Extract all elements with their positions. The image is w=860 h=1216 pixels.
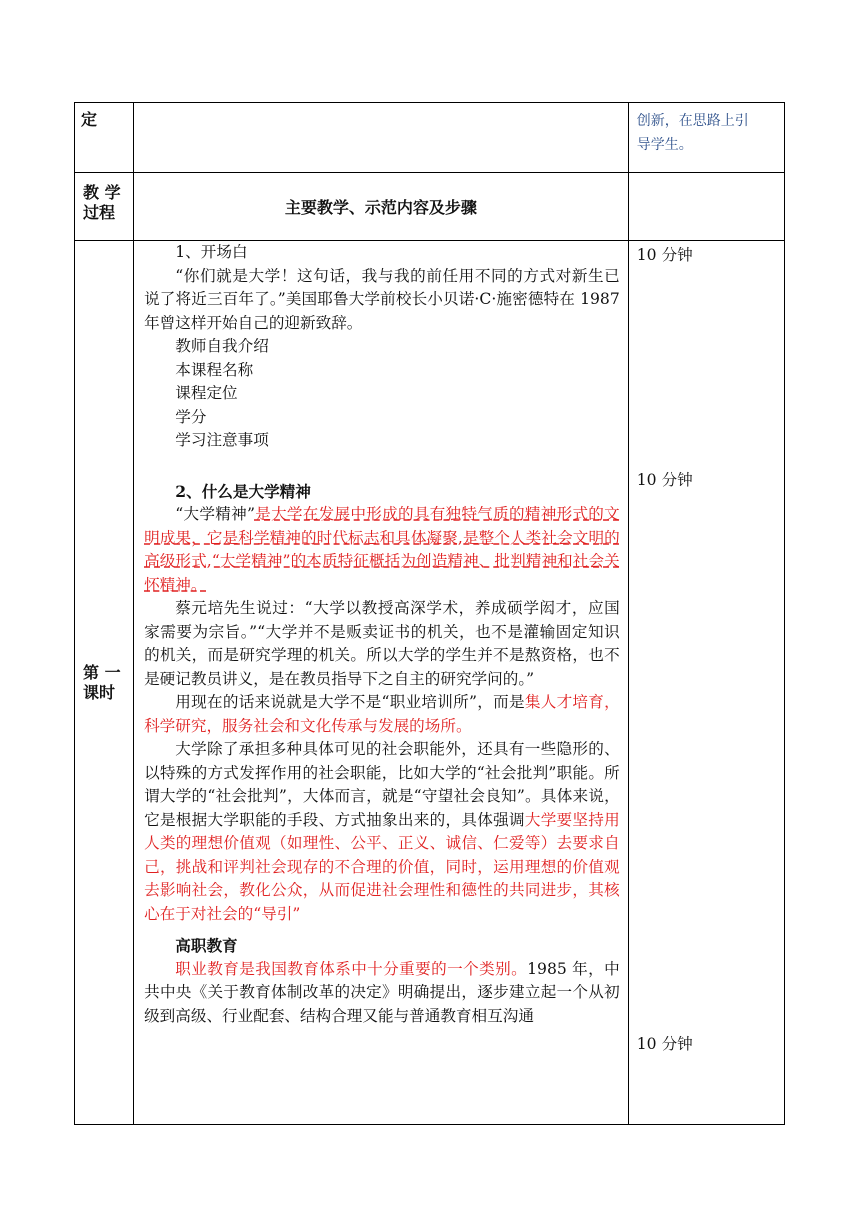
critique-text: 大学除了承担多种具体可见的社会职能外，还具有一些隐形的、以特殊的方式发挥作用的社会职能，比如大学的“社会批判”职能。所谓大学的“社会批判”，大体而言，就是“守望社会良知”。具体来说，它是根据大学职能的手段、方式抽象出来的，具体强调 — [144, 740, 620, 829]
header-label-line-2: 过程 — [83, 203, 116, 222]
note-line-2: 导学生。 — [636, 137, 693, 153]
list-item: 本课程名称 — [175, 360, 254, 379]
cai-yuanpei-paragraph: 蔡元培先生说过：“大学以教授高深学术，养成硕学闳才，应国家需要为宗旨。”“大学并不是贩卖证书的机关，也不是灌输固定知识的机关，而是研究学理的机关。所以大学的学生并不是熬资格，也不是硬记教员讲义，是在教员指导下之自主的研究学问的。” — [144, 599, 620, 688]
section-2-title: 2、什么是大学精神 — [175, 481, 311, 501]
header-label-cell — [75, 173, 134, 241]
vocational-text: 1985 年，中共中央《关于教育体制改革的决定》明确提出，逐步建立起一个从初级到高级、行业配套、结构合理又能与普通教育相互沟通 — [144, 959, 620, 1025]
header-title: 主要教学、示范内容及步骤 — [134, 173, 629, 241]
section-1-title: 1、开场白 — [175, 243, 248, 261]
note-cell — [628, 103, 784, 173]
empty-cell — [134, 103, 629, 173]
header-empty-cell — [628, 173, 784, 241]
lesson-label-cell — [75, 241, 134, 1125]
lesson-content-cell — [134, 241, 629, 1125]
note-line-1: 创新，在思路上引 — [636, 113, 749, 129]
row-label-cell — [75, 103, 134, 173]
time-label: 10 分钟 — [636, 471, 693, 489]
time-label: 10 分钟 — [636, 246, 693, 264]
modern-text: 用现在的话来说就是大学不是“职业培训所”，而是 — [175, 693, 525, 711]
lesson-label-line-1: 第 一 — [83, 662, 121, 682]
list-item: 学分 — [175, 407, 207, 426]
lesson-plan-table — [74, 102, 785, 1125]
critique-paragraph — [144, 738, 620, 926]
definition-term: “大学精神” — [175, 505, 255, 523]
section-1-quote: “你们就是大学！这句话，我与我的前任用不同的方式对新生已说了将近三百年了。”美国耶鲁大学前校长小贝诺·C·施密德特在 1987 年曾这样开始自己的迎新致辞。 — [144, 266, 620, 332]
time-cell — [628, 241, 784, 1125]
list-item: 课程定位 — [175, 384, 238, 402]
definition-text: 是大学在发展中形成的具有独特气质的精神形式的文明成果，它是科学精神的时代标志和具体凝聚,是整个人类社会文明的高级形式,“大学精神”的本质特征概括为创造精神、批判精神和社会关怀精神。 — [144, 505, 620, 594]
header-label-line-1: 教 学 — [83, 183, 121, 202]
section-3-title: 高职教育 — [175, 936, 238, 955]
modern-paragraph — [144, 691, 620, 738]
header-row — [75, 173, 785, 241]
lesson-row — [75, 241, 785, 1125]
row-label: 定 — [81, 110, 98, 129]
table-row — [75, 103, 785, 173]
list-item: 教师自我介绍 — [175, 337, 269, 355]
lesson-label-line-2: 课时 — [83, 682, 116, 702]
definition-paragraph — [144, 503, 620, 597]
list-item: 学习注意事项 — [175, 431, 269, 449]
vocational-paragraph — [144, 958, 620, 1029]
modern-highlight: 集人才培育，科学研究，服务社会和文化传承与发展的场所。 — [144, 693, 620, 735]
time-label: 10 分钟 — [636, 1035, 693, 1053]
critique-highlight: 大学要坚持用人类的理想价值观（如理性、公平、正义、诚信、仁爱等）去要求自己，挑战和评判社会现存的不合理的价值，同时，运用理想的价值观去影响社会，教化公众，从而促进社会理性和德性的共同进步，其核心在于对社会的“导引” — [144, 810, 620, 923]
vocational-highlight: 职业教育是我国教育体系中十分重要的一个类别。 — [175, 959, 528, 978]
